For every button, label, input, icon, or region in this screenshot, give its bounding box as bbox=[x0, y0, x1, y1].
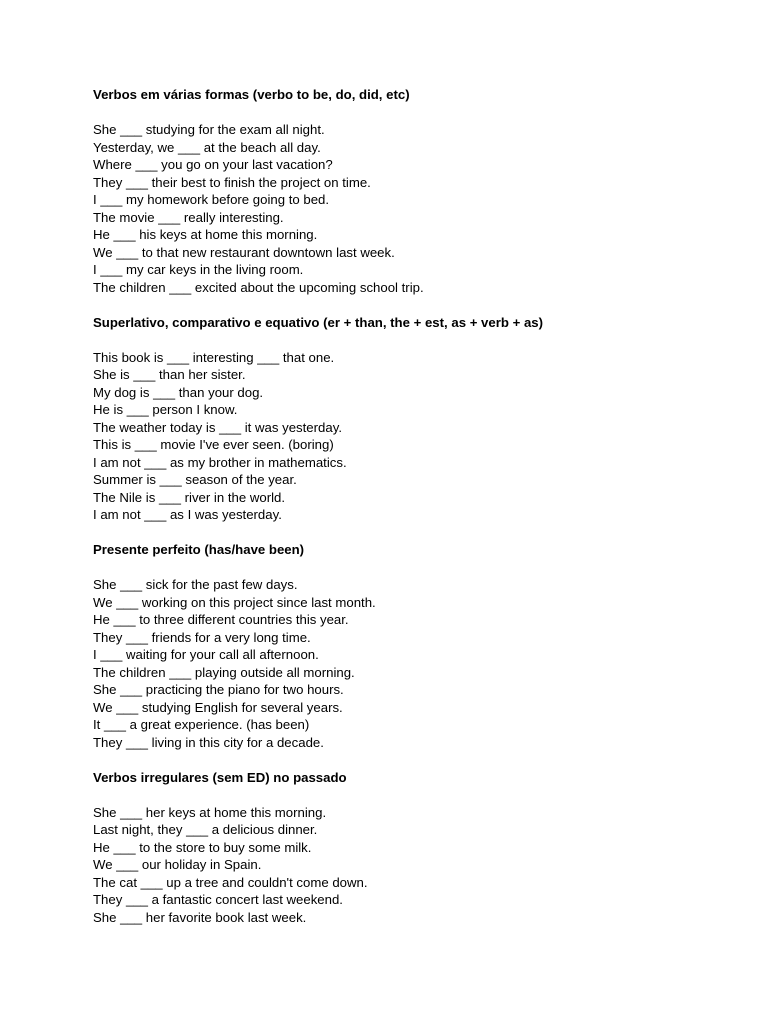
exercise-line: I ___ my car keys in the living room. bbox=[93, 262, 304, 277]
exercise-list bbox=[93, 804, 733, 927]
exercise-line: She ___ her keys at home this morning. bbox=[93, 804, 327, 820]
exercise-line: I am not ___ as I was yesterday. bbox=[93, 507, 282, 522]
section-title: Verbos em várias formas (verbo to be, do, did, etc) bbox=[93, 87, 410, 102]
exercise-line: I ___ waiting for your call all afternoon. bbox=[93, 647, 319, 662]
exercise-line: We ___ to that new restaurant downtown last week. bbox=[93, 244, 395, 260]
exercise-line: It ___ a great experience. (has been) bbox=[93, 717, 310, 732]
exercise-line: He is ___ person I know. bbox=[93, 402, 238, 417]
exercise-line: They ___ living in this city for a decade. bbox=[93, 734, 324, 750]
section-title: Verbos irregulares (sem ED) no passado bbox=[93, 769, 347, 785]
section-verbos-varias-formas bbox=[93, 86, 733, 296]
exercise-line: The Nile is ___ river in the world. bbox=[93, 489, 286, 505]
exercise-line: They ___ their best to finish the project on time. bbox=[93, 174, 371, 190]
exercise-line: They ___ a fantastic concert last weekend. bbox=[93, 892, 343, 907]
section-title: Superlativo, comparativo e equativo (er + than, the + est, as + verb + as) bbox=[93, 314, 544, 330]
exercise-line: We ___ working on this project since last month. bbox=[93, 594, 376, 610]
exercise-line: We ___ our holiday in Spain. bbox=[93, 857, 262, 872]
exercise-line: Summer is ___ season of the year. bbox=[93, 472, 297, 487]
exercise-line: The children ___ excited about the upcoming school trip. bbox=[93, 279, 424, 295]
exercise-line: This is ___ movie I've ever seen. (boring) bbox=[93, 437, 334, 452]
section-superlativo-comparativo bbox=[93, 314, 733, 524]
exercise-list bbox=[93, 576, 733, 751]
exercise-line: She ___ practicing the piano for two hours. bbox=[93, 682, 344, 697]
exercise-line: He ___ to the store to buy some milk. bbox=[93, 839, 312, 855]
exercise-line: She ___ sick for the past few days. bbox=[93, 577, 298, 592]
exercise-line: Last night, they ___ a delicious dinner. bbox=[93, 822, 318, 837]
exercise-line: My dog is ___ than your dog. bbox=[93, 384, 264, 400]
section-presente-perfeito bbox=[93, 541, 733, 751]
section-title: Presente perfeito (has/have been) bbox=[93, 542, 305, 557]
exercise-line: The weather today is ___ it was yesterday. bbox=[93, 419, 342, 435]
exercise-line: The cat ___ up a tree and couldn't come down. bbox=[93, 874, 368, 890]
exercise-line: This book is ___ interesting ___ that one. bbox=[93, 349, 335, 365]
exercise-line: Yesterday, we ___ at the beach all day. bbox=[93, 139, 321, 155]
exercise-line: She is ___ than her sister. bbox=[93, 367, 246, 382]
exercise-line: They ___ friends for a very long time. bbox=[93, 629, 311, 645]
exercise-line: We ___ studying English for several years. bbox=[93, 699, 343, 715]
section-verbos-irregulares bbox=[93, 769, 733, 927]
exercise-line: Where ___ you go on your last vacation? bbox=[93, 157, 333, 172]
exercise-line: The movie ___ really interesting. bbox=[93, 209, 284, 225]
exercise-line: He ___ to three different countries this year. bbox=[93, 612, 349, 627]
exercise-line: I ___ my homework before going to bed. bbox=[93, 192, 330, 207]
exercise-line: I am not ___ as my brother in mathematics. bbox=[93, 454, 347, 470]
exercise-list bbox=[93, 121, 733, 296]
exercise-line: She ___ studying for the exam all night. bbox=[93, 122, 325, 137]
document-page bbox=[93, 86, 733, 944]
exercise-list bbox=[93, 349, 733, 524]
exercise-line: She ___ her favorite book last week. bbox=[93, 909, 307, 925]
exercise-line: The children ___ playing outside all morning. bbox=[93, 664, 355, 680]
exercise-line: He ___ his keys at home this morning. bbox=[93, 227, 318, 242]
